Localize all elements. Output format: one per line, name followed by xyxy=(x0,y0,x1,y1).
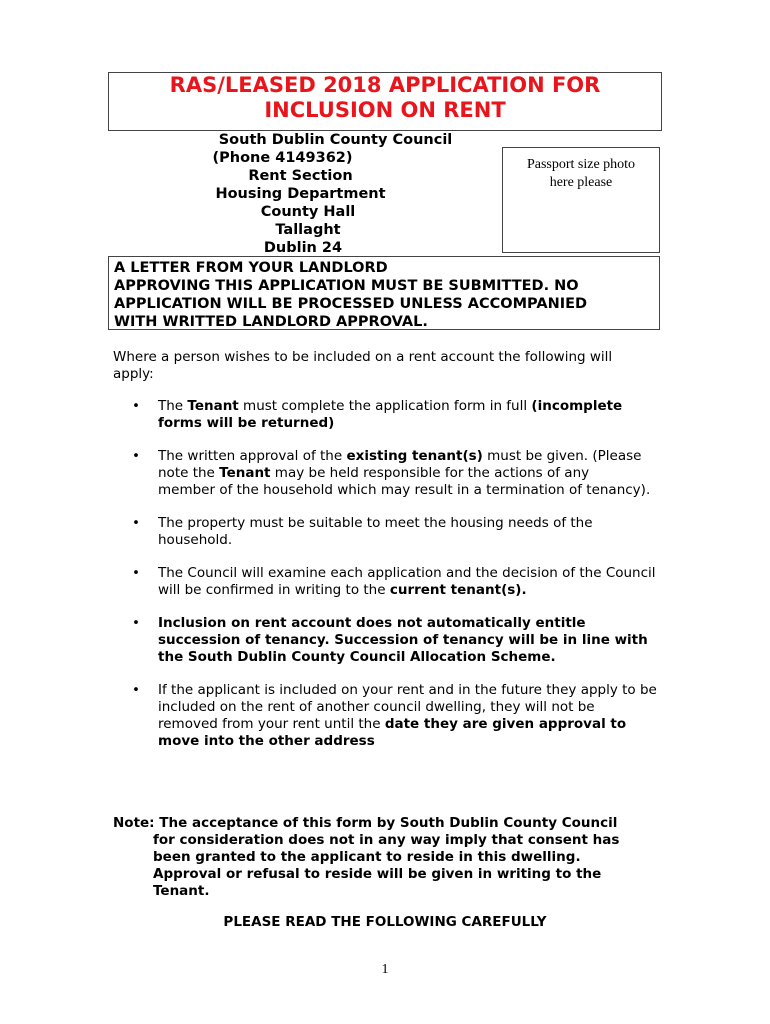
note-first-line: Note: The acceptance of this form by South Dublin County Council xyxy=(113,815,618,831)
landlord-approval-warning xyxy=(108,256,660,330)
bullet-bold-text: Inclusion on rent account does not automatically entitle succession of tenancy. Succession of tenancy will be in line with the South Dublin County Council Allocation Scheme. xyxy=(158,615,648,665)
bullet-icon: • xyxy=(132,565,140,581)
bullet-icon: • xyxy=(132,515,140,531)
bullet-bold-text: current tenant(s). xyxy=(389,582,527,598)
list-item xyxy=(113,448,658,499)
bullet-text: must be given. (Please note the xyxy=(158,448,642,481)
warning-line-2: APPROVING THIS APPLICATION MUST BE SUBMITTED. NO xyxy=(114,278,579,294)
conditions-list xyxy=(113,398,658,766)
consent-note xyxy=(113,815,643,900)
bullet-bold-text: existing tenant(s) xyxy=(346,448,483,464)
bullet-icon: • xyxy=(132,682,140,698)
bullet-bold-text: (incomplete forms will be returned) xyxy=(158,398,623,431)
form-title xyxy=(108,72,662,131)
list-item xyxy=(113,565,658,599)
bullet-icon: • xyxy=(132,398,140,414)
bullet-text: The written approval of the xyxy=(158,448,347,464)
photo-box-line-1: Passport size photo xyxy=(526,157,636,172)
bullet-text: The property must be suitable to meet the housing needs of the household. xyxy=(158,515,593,548)
list-item xyxy=(113,615,658,666)
bullet-text: The Council will examine each application and the decision of the Council will be confirmed in writing to the xyxy=(158,565,656,598)
warning-line-1: A LETTER FROM YOUR LANDLORD xyxy=(114,260,388,276)
bullet-bold-text: Tenant xyxy=(187,398,239,414)
bullet-text: may be held responsible for the actions of any member of the household which may result in a termination of tenancy). xyxy=(158,465,651,498)
note-continuation: for consideration does not in any way imply that consent has been granted to the applicant to reside in this dwelling. Approval or refusal to reside will be given in writing to the Tenant. xyxy=(153,832,620,899)
warning-line-3: APPLICATION WILL BE PROCESSED UNLESS ACCOMPANIED xyxy=(114,296,588,312)
title-line-2: INCLUSION ON RENT xyxy=(264,98,506,122)
title-line-1: RAS/LEASED 2018 APPLICATION FOR xyxy=(169,73,601,97)
address-line-department: Housing Department xyxy=(215,186,386,202)
address-line-town: Tallaght xyxy=(275,222,341,238)
warning-line-4: WITH WRITTED LANDLORD APPROVAL. xyxy=(114,314,428,330)
read-carefully-heading: PLEASE READ THE FOLLOWING CAREFULLY xyxy=(223,914,547,930)
address-line-city: Dublin 24 xyxy=(263,240,343,256)
list-item xyxy=(113,682,658,750)
bullet-text: The xyxy=(158,398,188,414)
list-item xyxy=(113,515,658,549)
photo-box-line-2: here please xyxy=(549,175,613,190)
bullet-icon: • xyxy=(132,448,140,464)
address-line-section: Rent Section xyxy=(248,168,353,184)
intro-paragraph: Where a person wishes to be included on a rent account the following will apply: xyxy=(113,349,613,382)
bullet-icon: • xyxy=(132,615,140,631)
bullet-bold-text: date they are given approval to move into the other address xyxy=(158,716,627,749)
bullet-text: If the applicant is included on your rent and in the future they apply to be included on the rent of another council dwelling, they will not be removed from your rent until the xyxy=(158,682,657,732)
bullet-bold-text: Tenant xyxy=(219,465,271,481)
address-line-council: South Dublin County Council xyxy=(218,132,453,148)
address-line-phone: (Phone 4149362) xyxy=(212,150,353,166)
address-line-building: County Hall xyxy=(260,204,356,220)
passport-photo-box xyxy=(502,147,660,253)
bullet-text: must complete the application form in full xyxy=(238,398,532,414)
page-number: 1 xyxy=(381,962,389,977)
list-item xyxy=(113,398,658,432)
